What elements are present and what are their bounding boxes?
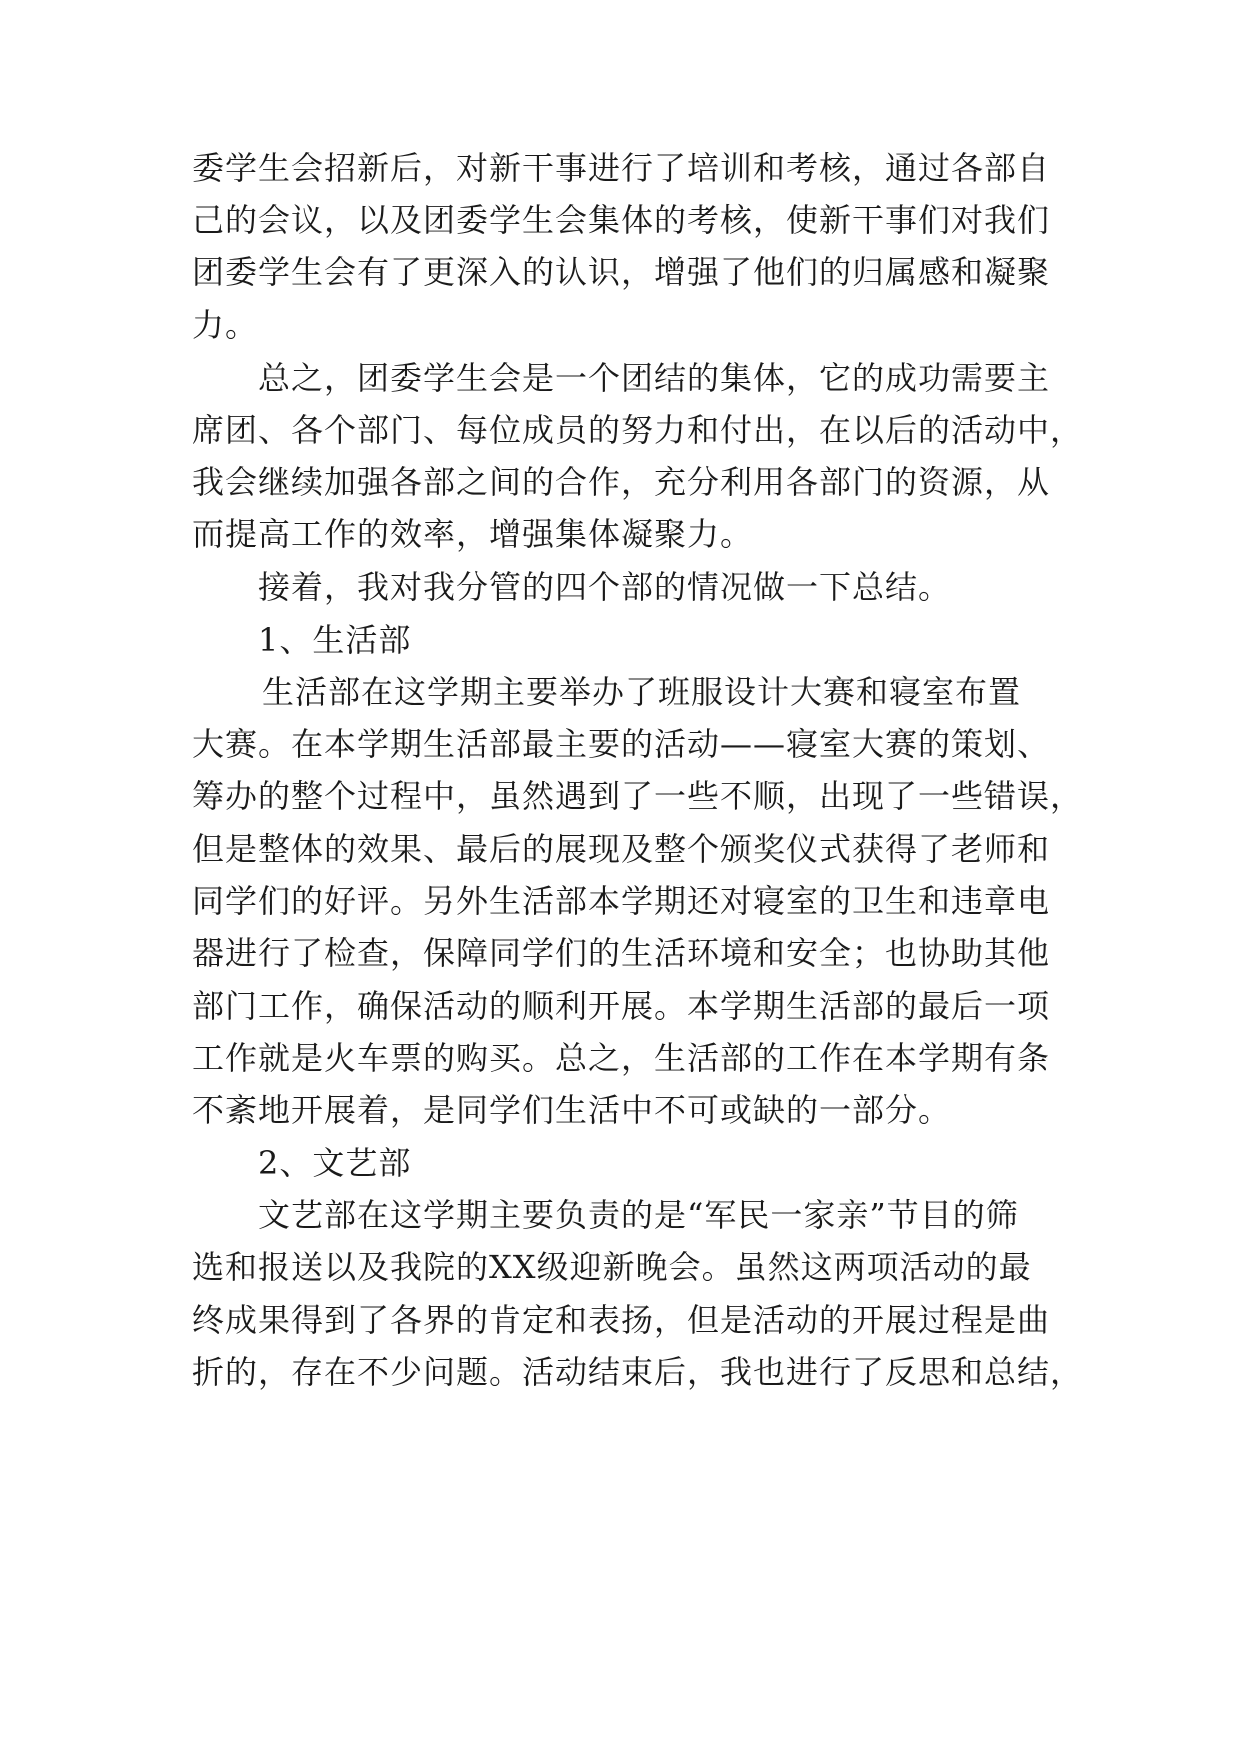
section-heading-1: 1、生活部 [258, 621, 412, 659]
section-heading-2: 2、文艺部 [258, 1144, 412, 1182]
text-line-19: 不紊地开展着，是同学们生活中不可或缺的一部分。 [192, 1091, 952, 1129]
text-line-3: 团委学生会有了更深入的认识，增强了他们的归属感和凝聚 [192, 253, 1051, 291]
text-line-1: 委学生会招新后，对新干事进行了培训和考核，通过各部自 [192, 149, 1051, 187]
text-line-18: 工作就是火车票的购买。总之，生活部的工作在本学期有条 [192, 1039, 1051, 1077]
text-line-5: 总之，团委学生会是一个团结的集体，它的成功需要主 [258, 359, 1051, 397]
text-line-14: 但是整体的效果、最后的展现及整个颁奖仪式获得了老师和 [192, 830, 1051, 868]
text-line-12: 大赛。在本学期生活部最主要的活动——寝室大赛的策划、 [192, 725, 1051, 763]
text-line-23: 终成果得到了各界的肯定和表扬，但是活动的开展过程是曲 [192, 1301, 1051, 1339]
text-line-21: 文艺部在这学期主要负责的是“军民一家亲”节目的筛 [258, 1196, 1019, 1234]
text-line-24: 折的，存在不少问题。活动结束后，我也进行了反思和总结， [192, 1353, 1084, 1391]
text-line-6: 席团、各个部门、每位成员的努力和付出，在以后的活动中， [192, 411, 1084, 449]
text-line-22: 选和报送以及我院的XX级迎新晚会。虽然这两项活动的最 [192, 1248, 1032, 1286]
text-line-4: 力。 [192, 306, 259, 344]
text-line-16: 器进行了检查，保障同学们的生活环境和安全；也协助其他 [192, 934, 1051, 972]
text-line-15: 同学们的好评。另外生活部本学期还对寝室的卫生和违章电 [192, 882, 1051, 920]
text-line-17: 部门工作，确保活动的顺利开展。本学期生活部的最后一项 [192, 987, 1051, 1025]
text-line-13: 筹办的整个过程中，虽然遇到了一些不顺，出现了一些错误， [192, 777, 1084, 815]
text-line-7: 我会继续加强各部之间的合作，充分利用各部门的资源，从 [192, 463, 1051, 501]
text-line-11: 生活部在这学期主要举办了班服设计大赛和寝室布置 [262, 673, 1022, 711]
text-line-9: 接着，我对我分管的四个部的情况做一下总结。 [258, 568, 952, 606]
text-line-8: 而提高工作的效率，增强集体凝聚力。 [192, 515, 754, 553]
text-line-2: 己的会议，以及团委学生会集体的考核，使新干事们对我们 [192, 201, 1051, 239]
